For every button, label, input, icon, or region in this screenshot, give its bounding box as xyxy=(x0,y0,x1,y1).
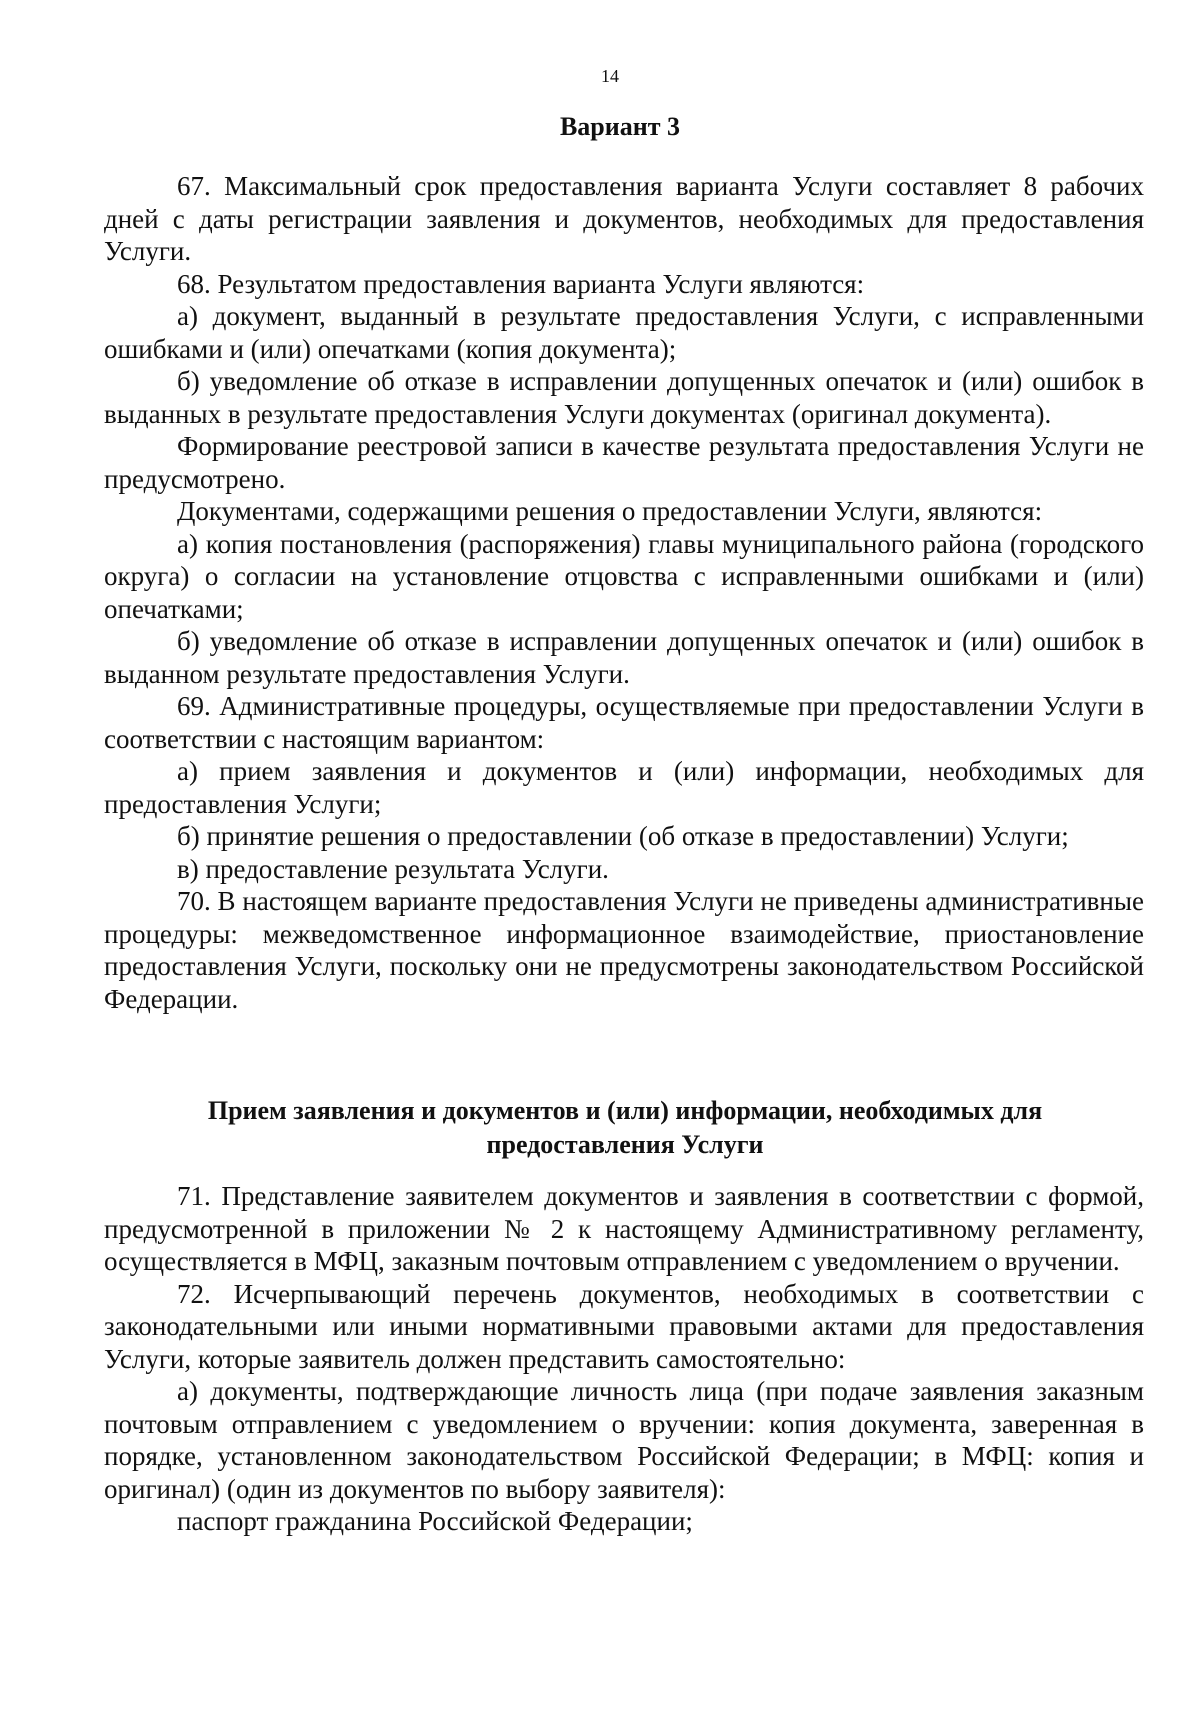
body-text-2 xyxy=(104,1180,1144,1538)
paragraph-69: 69. Административные процедуры, осуществляемые при предоставлении Услуги в соответствии с настоящим вариантом: xyxy=(104,691,1144,754)
paragraph-72a: а) документы, подтверждающие личность лица (при подаче заявления заказным почтовым отправлением с уведомлением о вручении: копия документа, заверенная в порядке, установленном законодательством Российской Федерации; в МФЦ: копия и оригинал) (один из документов по выбору заявителя): xyxy=(104,1376,1144,1504)
paragraph-passport: паспорт гражданина Российской Федерации; xyxy=(177,1506,693,1536)
paragraph-72: 72. Исчерпывающий перечень документов, необходимых в соответствии с законодательными или иными нормативными правовыми актами для предоставления Услуги, которые заявитель должен представить самостоятельно: xyxy=(104,1278,1144,1374)
paragraph-69b: б) принятие решения о предоставлении (об отказе в предоставлении) Услуги; xyxy=(177,821,1069,851)
paragraph-70: 70. В настоящем варианте предоставления Услуги не приведены административные процедуры: межведомственное информационное взаимодействие, приостановление предоставления Услуги, поскольку они не предусмотрены законодательством Российской Федерации. xyxy=(104,886,1144,1014)
paragraph-decision-b: б) уведомление об отказе в исправлении допущенных опечаток и (или) ошибок в выданном результате предоставления Услуги. xyxy=(104,626,1144,689)
paragraph-71: 71. Представление заявителем документов и заявления в соответствии с формой, предусмотренной в приложении № 2 к настоящему Административному регламенту, осуществляется в МФЦ, заказным почтовым отправлением с уведомлением о вручении. xyxy=(104,1181,1144,1276)
paragraph-69a: а) прием заявления и документов и (или) информации, необходимых для предоставления Услуги; xyxy=(104,756,1144,819)
section-title: Вариант 3 xyxy=(559,112,681,141)
body-text xyxy=(104,170,1144,1015)
paragraph-registry: Формирование реестровой записи в качестве результата предоставления Услуги не предусмотрено. xyxy=(104,431,1144,494)
paragraph-68: 68. Результатом предоставления варианта Услуги являются: xyxy=(177,268,865,299)
paragraph-decision-a: а) копия постановления (распоряжения) главы муниципального района (городского округа) о согласии на установление отцовства с исправленными ошибками и (или) опечатками; xyxy=(104,528,1144,624)
paragraph-68b: б) уведомление об отказе в исправлении допущенных опечаток и (или) ошибок в выданных в результате предоставления Услуги документах (оригинал документа). xyxy=(104,366,1144,429)
paragraph-decision-docs: Документами, содержащими решения о предоставлении Услуги, являются: xyxy=(177,496,1043,526)
paragraph-67: 67. Максимальный срок предоставления варианта Услуги составляет 8 рабочих дней с даты регистрации заявления и документов, необходимых для предоставления Услуги. xyxy=(104,171,1144,266)
subheading: Прием заявления и документов и (или) информации, необходимых для предоставления Услуги xyxy=(207,1096,1043,1159)
paragraph-69c: в) предоставление результата Услуги. xyxy=(177,853,609,884)
page-number: 14 xyxy=(601,66,619,86)
paragraph-68a: а) документ, выданный в результате предоставления Услуги, с исправленными ошибками и (или) опечатками (копия документа); xyxy=(104,301,1144,364)
